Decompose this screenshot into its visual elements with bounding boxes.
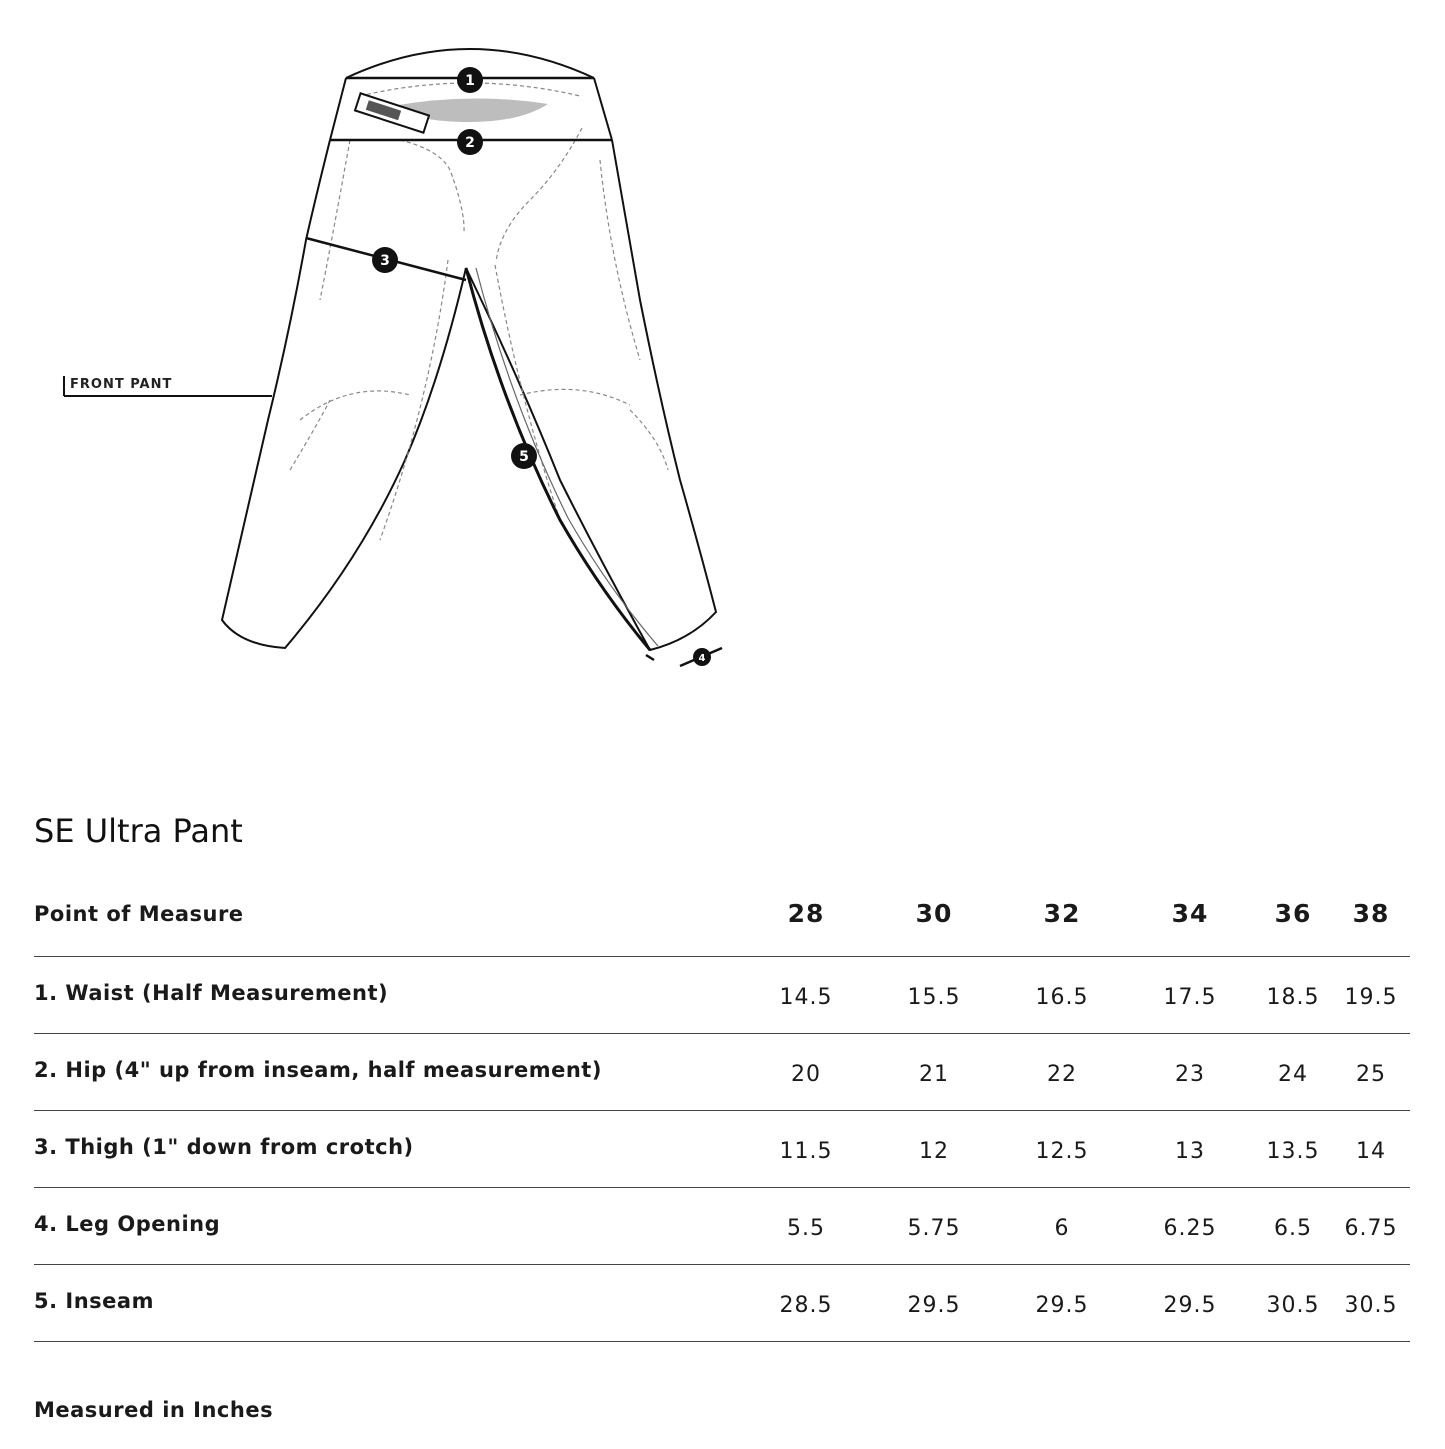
front-pant-label [64,376,272,396]
svg-text:5: 5 [519,449,529,465]
measure-value: 14.5 [779,985,833,1010]
measure-value: 23 [1175,1062,1205,1087]
svg-text:3: 3 [380,253,390,269]
point-of-measure-header: Point of Measure [34,901,244,926]
measure-value: 29.5 [1163,1293,1217,1318]
size-header: 36 [1274,899,1312,929]
measure-value: 6.75 [1344,1216,1398,1241]
measure-value: 29.5 [907,1293,961,1318]
size-chart-table [34,872,1410,1342]
table-row [34,1110,1410,1187]
callout-2 [457,129,483,155]
callout-1 [457,67,483,93]
measure-value: 25 [1356,1062,1386,1087]
measure-value: 29.5 [1035,1293,1089,1318]
svg-text:2: 2 [465,135,475,151]
measure-value: 20 [791,1062,821,1087]
front-pant-text: FRONT PANT [70,377,173,392]
pant-diagram-svg [0,0,760,700]
table-row [34,1033,1410,1110]
units-footnote: Measured in Inches [34,1398,274,1422]
size-header: 38 [1352,899,1390,929]
measure-value: 24 [1278,1062,1308,1087]
svg-text:4: 4 [698,653,706,664]
table-row [34,956,1410,1033]
measure-value: 12 [919,1139,949,1164]
measure-value: 5.5 [787,1216,825,1241]
measure-label: 2. Hip (4" up from inseam, half measurement) [34,1057,602,1082]
callout-5 [511,443,537,469]
callout-3 [372,247,398,273]
measure-value: 6.25 [1163,1216,1217,1241]
measure-value: 15.5 [907,985,961,1010]
measure-value: 30.5 [1266,1293,1320,1318]
measure-value: 11.5 [779,1139,833,1164]
table-row [34,1187,1410,1264]
measure-value: 6 [1054,1216,1070,1241]
callout-4 [693,648,711,666]
size-header: 28 [787,899,825,929]
measure-value: 5.75 [907,1216,961,1241]
svg-text:1: 1 [465,73,475,89]
measure-value: 17.5 [1163,985,1217,1010]
product-title: SE Ultra Pant [34,812,243,850]
measure-value: 28.5 [779,1293,833,1318]
measure-label: 1. Waist (Half Measurement) [34,980,389,1005]
measure-value: 14 [1356,1139,1386,1164]
table-row [34,1264,1410,1341]
measure-value: 30.5 [1344,1293,1398,1318]
size-header: 32 [1043,899,1081,929]
size-header: 30 [915,899,953,929]
measure-value: 16.5 [1035,985,1089,1010]
measure-value: 6.5 [1274,1216,1312,1241]
measure-label: 3. Thigh (1" down from crotch) [34,1134,414,1159]
size-header: 34 [1171,899,1209,929]
measure-label: 5. Inseam [34,1288,154,1313]
pant-tag [355,93,429,132]
measure-value: 21 [919,1062,949,1087]
measure-value: 18.5 [1266,985,1320,1010]
measure-value: 12.5 [1035,1139,1089,1164]
measure-value: 13 [1175,1139,1205,1164]
pant-measurement-diagram [0,0,760,700]
measure-value: 19.5 [1344,985,1398,1010]
table-header-row [34,872,1410,956]
measure-label: 4. Leg Opening [34,1211,221,1236]
measure-value: 13.5 [1266,1139,1320,1164]
measure-value: 22 [1047,1062,1077,1087]
